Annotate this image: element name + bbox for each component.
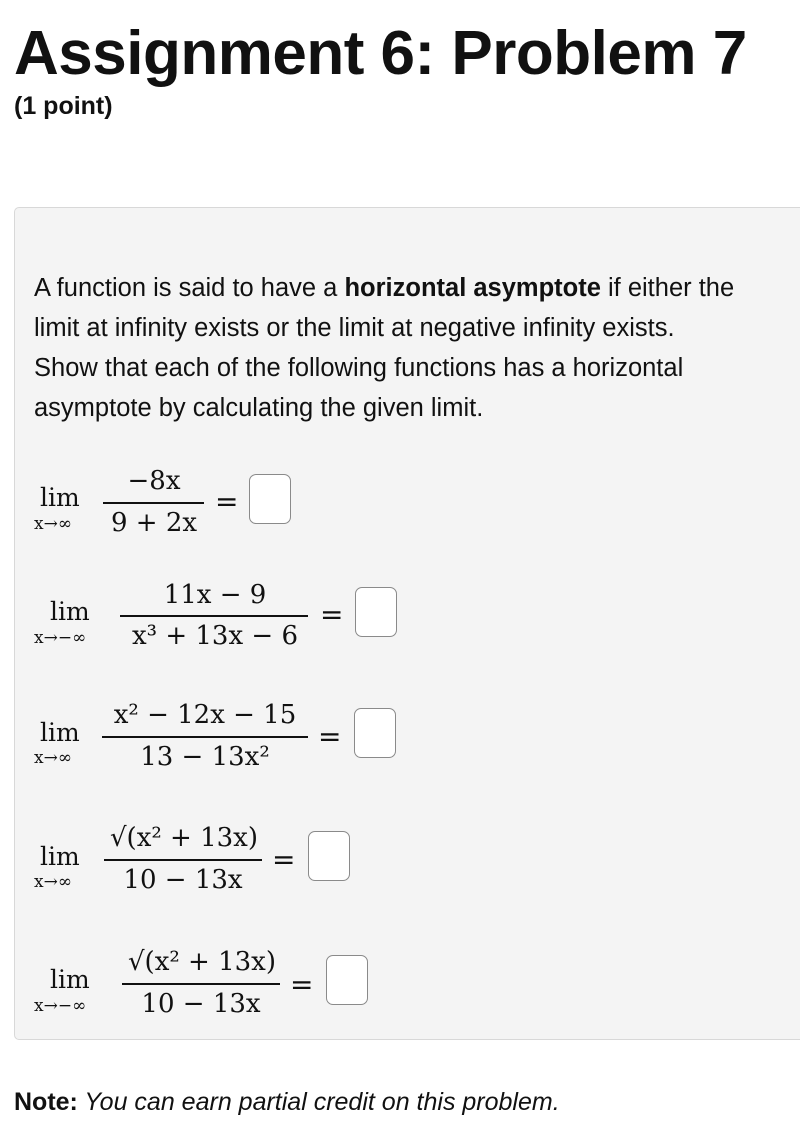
equals-sign: = <box>318 720 342 753</box>
note-label: Note: <box>14 1088 78 1116</box>
numerator: 11x − 9 <box>163 580 267 610</box>
answer-input-5[interactable] <box>327 956 367 1004</box>
denominator: 9 + 2x <box>110 508 198 538</box>
fraction-bar <box>122 983 280 985</box>
lim-approach: x→∞ <box>34 748 72 768</box>
page-title: Assignment 6: Problem 7 <box>14 19 747 88</box>
problem-text <box>34 268 774 428</box>
definition-term: horizontal asymptote <box>344 274 601 302</box>
lim-approach: x→−∞ <box>34 628 87 648</box>
equals-sign: = <box>272 843 296 876</box>
lim-approach: x→−∞ <box>34 996 87 1016</box>
definition-text-end: if either the limit at infinity exists or the limit at negative infinity exists. <box>34 274 735 342</box>
point-value: (1 point) <box>14 92 113 120</box>
lim-label: lim <box>40 842 80 871</box>
equals-sign: = <box>290 968 314 1001</box>
lim-label: lim <box>40 718 80 747</box>
denominator: 10 − 13x <box>141 989 261 1019</box>
answer-input-2[interactable] <box>356 588 396 636</box>
lim-label: lim <box>50 597 90 626</box>
fraction-bar <box>102 736 308 738</box>
numerator: √(x² + 13x) <box>109 823 258 853</box>
definition-text-start: A function is said to have a <box>34 274 345 302</box>
denominator: 10 − 13x <box>123 865 243 895</box>
definition-paragraph <box>34 268 774 348</box>
denominator: x³ + 13x − 6 <box>131 621 298 651</box>
denominator: 13 − 13x² <box>140 742 270 772</box>
lim-approach: x→∞ <box>34 872 72 892</box>
lim-label: lim <box>40 483 80 512</box>
answer-input-1[interactable] <box>250 475 290 523</box>
answer-box-4[interactable] <box>308 831 350 881</box>
fraction-bar <box>120 615 308 617</box>
equals-sign: = <box>320 598 344 631</box>
answer-box-3[interactable] <box>354 708 396 758</box>
fraction-bar <box>104 859 262 861</box>
partial-credit-note <box>14 1088 560 1117</box>
instruction-paragraph: Show that each of the following functions has a horizontal asymptote by calculating the given limit. <box>34 354 684 422</box>
answer-box-5[interactable] <box>326 955 368 1005</box>
numerator: −8x <box>127 466 181 496</box>
lim-label: lim <box>50 965 90 994</box>
answer-input-4[interactable] <box>309 832 349 880</box>
numerator: x² − 12x − 15 <box>113 700 297 730</box>
lim-approach: x→∞ <box>34 514 72 534</box>
note-text: You can earn partial credit on this problem. <box>77 1088 560 1116</box>
answer-input-3[interactable] <box>355 709 395 757</box>
answer-box-1[interactable] <box>249 474 291 524</box>
answer-box-2[interactable] <box>355 587 397 637</box>
fraction-bar <box>103 502 204 504</box>
numerator: √(x² + 13x) <box>127 947 276 977</box>
equals-sign: = <box>215 485 239 518</box>
